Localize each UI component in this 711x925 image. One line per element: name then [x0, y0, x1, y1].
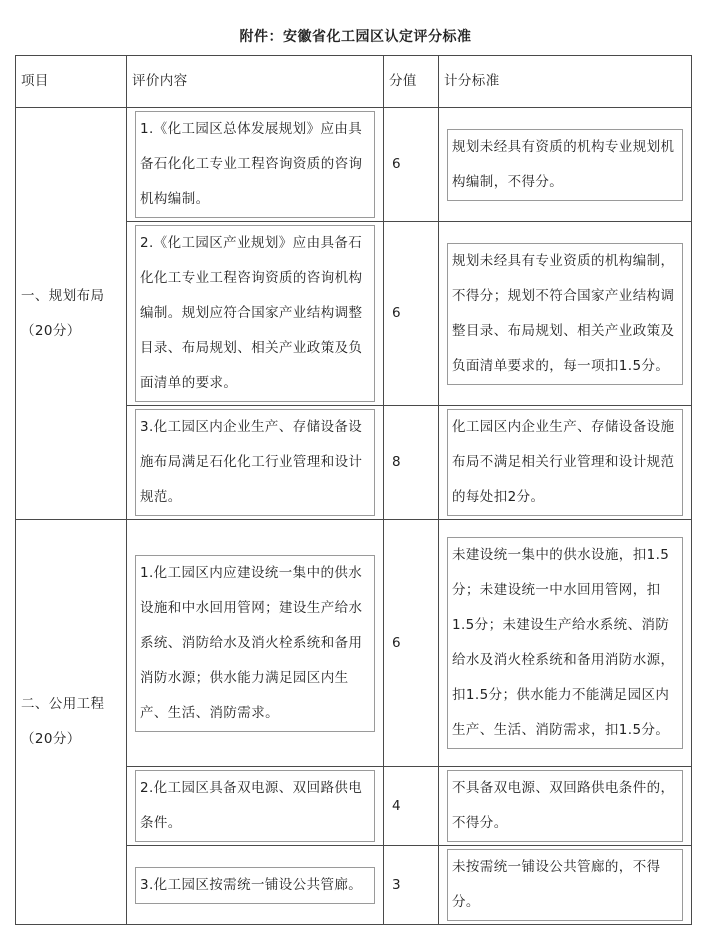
standard-text: 不具备双电源、双回路供电条件的，不得分。 — [447, 770, 683, 842]
standard-cell — [439, 767, 692, 846]
standard-text: 化工园区内企业生产、存储设备设施布局不满足相关行业管理和设计规范的每处扣2分。 — [447, 409, 683, 516]
table-row — [16, 520, 692, 767]
content-text: 3.化工园区按需统一铺设公共管廊。 — [135, 867, 375, 904]
standard-text: 未按需统一铺设公共管廊的，不得分。 — [447, 849, 683, 921]
standard-cell — [439, 222, 692, 406]
group-cell-utilities — [16, 520, 127, 925]
standard-cell — [439, 108, 692, 222]
standard-text: 未建设统一集中的供水设施，扣1.5分；未建设统一中水回用管网，扣1.5分；未建设生产给水系统、消防给水及消火栓系统和备用消防水源，扣1.5分；供水能力不能满足园区内生产、生活、消防需求，扣1.5分。 — [447, 537, 683, 749]
score-cell: 6 — [384, 520, 439, 767]
header-standard: 计分标准 — [439, 56, 692, 108]
standard-text: 规划未经具有资质的机构专业规划机构编制，不得分。 — [447, 129, 683, 201]
content-text: 2.《化工园区产业规划》应由具备石化化工专业工程咨询资质的咨询机构编制。规划应符合国家产业结构调整目录、布局规划、相关产业政策及负面清单的要求。 — [135, 225, 375, 402]
table-row — [16, 108, 692, 222]
content-cell — [127, 222, 384, 406]
header-score: 分值 — [384, 56, 439, 108]
content-text: 1.化工园区内应建设统一集中的供水设施和中水回用管网；建设生产给水系统、消防给水及消火栓系统和备用消防水源；供水能力满足园区内生产、生活、消防需求。 — [135, 555, 375, 732]
scoring-table — [15, 55, 692, 925]
standard-cell — [439, 846, 692, 925]
content-cell — [127, 767, 384, 846]
group-points: （20分） — [21, 322, 81, 339]
score-cell: 8 — [384, 406, 439, 520]
table-header-row — [16, 56, 692, 108]
score-cell: 6 — [384, 108, 439, 222]
group-points: （20分） — [21, 731, 81, 747]
score-cell: 6 — [384, 222, 439, 406]
header-item: 项目 — [16, 56, 127, 108]
content-text: 1.《化工园区总体发展规划》应由具备石化化工专业工程咨询资质的咨询机构编制。 — [135, 111, 375, 218]
group-cell-planning — [16, 108, 127, 520]
standard-cell — [439, 520, 692, 767]
content-cell — [127, 108, 384, 222]
standard-cell — [439, 406, 692, 520]
content-cell — [127, 846, 384, 925]
group-name: 一、规划布局 — [21, 287, 105, 304]
score-cell: 3 — [384, 846, 439, 925]
standard-text: 规划未经具有专业资质的机构编制，不得分；规划不符合国家产业结构调整目录、布局规划、相关产业政策及负面清单要求的，每一项扣1.5分。 — [447, 243, 683, 385]
header-content: 评价内容 — [127, 56, 384, 108]
content-cell — [127, 406, 384, 520]
page-title: 附件：安徽省化工园区认定评分标准 — [239, 29, 472, 45]
content-cell — [127, 520, 384, 767]
group-name: 二、公用工程 — [21, 696, 105, 712]
content-text: 3.化工园区内企业生产、存储设备设施布局满足石化化工行业管理和设计规范。 — [135, 409, 375, 516]
score-cell: 4 — [384, 767, 439, 846]
content-text: 2.化工园区具备双电源、双回路供电条件。 — [135, 770, 375, 842]
